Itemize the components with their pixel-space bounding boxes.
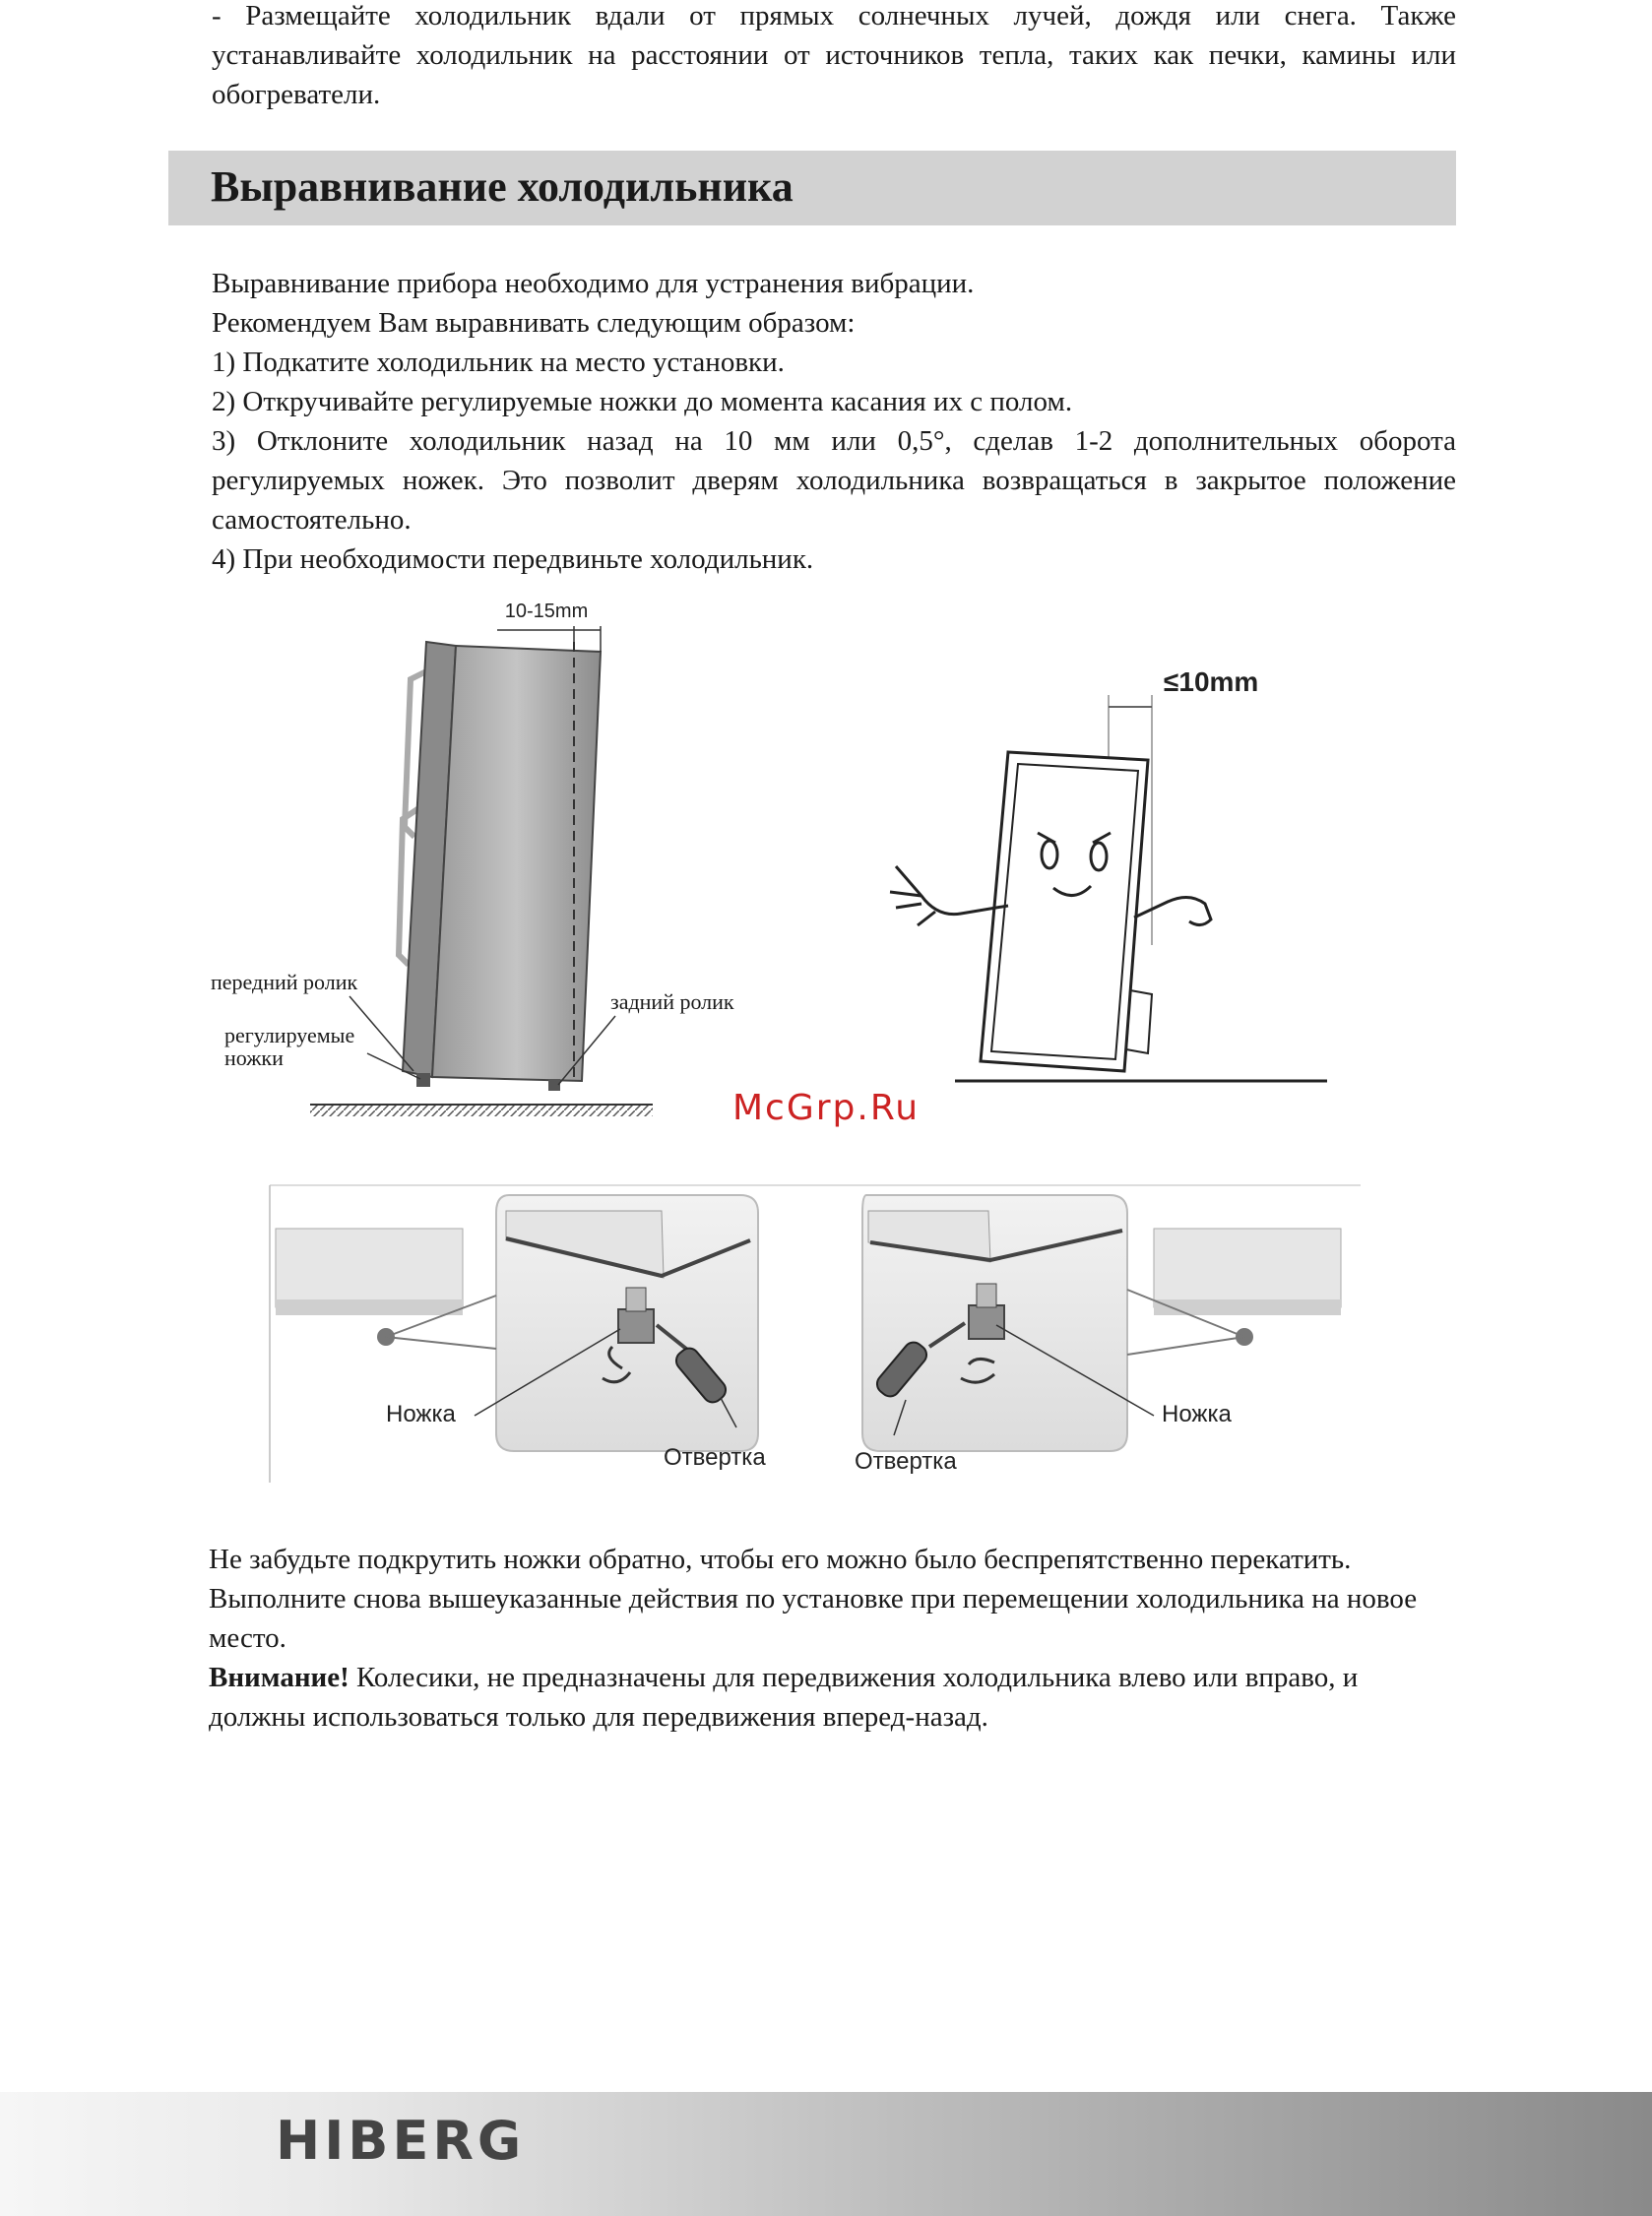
footer-bar [0, 2092, 1652, 2216]
rear-roller-label: задний ролик [610, 989, 734, 1014]
front-roller-label: передний ролик [211, 970, 358, 994]
right-foot-label: Ножка [1162, 1401, 1232, 1427]
attention-label: Внимание! [209, 1662, 349, 1693]
feet-adjustment-figure [268, 1181, 1366, 1488]
gap-dimension-label: 10-15mm [504, 601, 589, 622]
instruction-step-2: 2) Откручивайте регулируемые ножки до момента касания их с полом. [212, 386, 1073, 417]
instruction-step-1: 1) Подкатите холодильник на место установки. [212, 347, 785, 378]
instruction-line-1: Выравнивание прибора необходимо для устранения вибрации. [212, 268, 975, 299]
fridge-cartoon-figure [857, 660, 1339, 1093]
brand-logo: HIBERG [276, 2110, 526, 2172]
watermark: McGrp.Ru [732, 1088, 921, 1128]
fridge-side-figure [202, 591, 753, 1122]
adjustable-feet-label-2: ножки [224, 1045, 284, 1070]
tilt-dimension-label: ≤10mm [1164, 666, 1259, 697]
cartoon-fridge-body [981, 752, 1148, 1071]
left-foot-label: Ножка [386, 1401, 456, 1427]
notes-paragraph: Не забудьте подкрутить ножки обратно, чтобы его можно было беспрепятственно перекатить. Выполните снова вышеуказанные действия по установке при перемещении холодильника на новое место. [209, 1544, 1418, 1654]
instruction-line-2: Рекомендуем Вам выравнивать следующим образом: [212, 307, 856, 339]
adjustable-feet-label-1: регулируемые [224, 1023, 355, 1047]
right-screwdriver-label: Отвертка [855, 1448, 957, 1475]
intro-paragraph: - Размещайте холодильник вдали от прямых солнечных лучей, дождя или снега. Также устанавливайте холодильник на расстоянии от источников тепла, таких как печки, камины или обогреватели. [212, 0, 1456, 110]
section-header [168, 151, 1456, 225]
attention-paragraph [209, 1658, 1451, 1737]
instruction-step-4: 4) При необходимости передвиньте холодильник. [212, 543, 814, 575]
left-screwdriver-label: Отвертка [664, 1444, 766, 1471]
section-title: Выравнивание холодильника [211, 162, 794, 211]
attention-text: Колесики, не предназначены для передвижения холодильника влево или вправо, и должны использоваться только для передвижения вперед-назад. [209, 1662, 1359, 1733]
instruction-step-3: 3) Отклоните холодильник назад на 10 мм или 0,5°, сделав 1-2 дополнительных оборота регулируемых ножек. Это позволит дверям холодильника возвращаться в закрытое положение самостоятельно. [212, 425, 1456, 536]
